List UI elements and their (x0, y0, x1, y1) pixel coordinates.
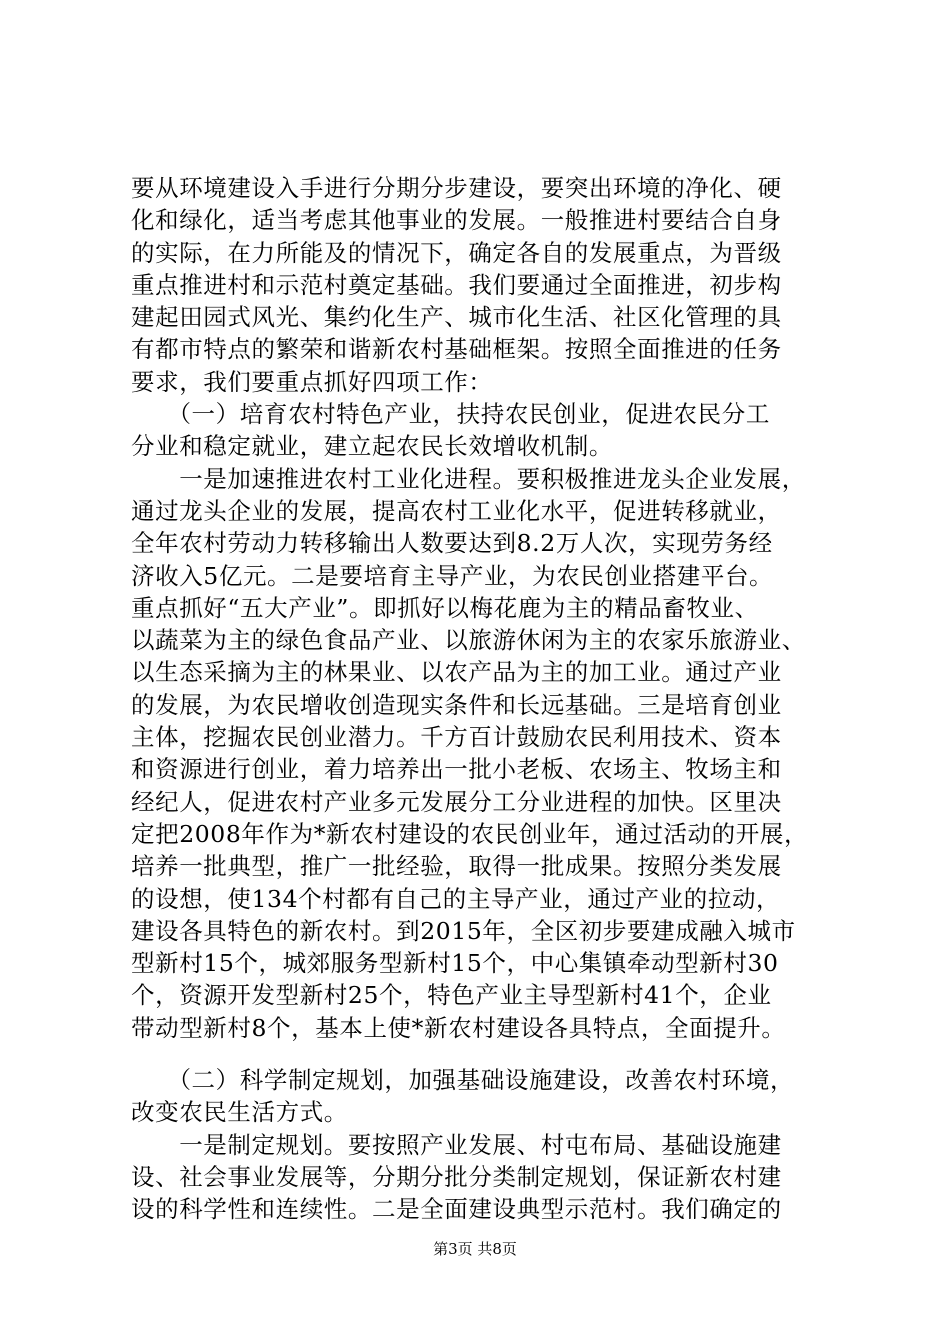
text-line: 化和绿化，适当考虑其他事业的发展。一般推进村要结合自身 (131, 206, 782, 235)
text-line: 型新村15个，城郊服务型新村15个，中心集镇牵动型新村30 (131, 949, 779, 978)
text-line: 通过龙头企业的发展，提高农村工业化水平，促进转移就业， (131, 496, 782, 525)
text-line: 经纪人，促进农村产业多元发展分工分业进程的加快。区里决 (131, 787, 782, 816)
text-line: 培养一批典型，推广一批经验，取得一批成果。按照分类发展 (131, 852, 782, 881)
text-line: 济收入5亿元。二是要培育主导产业，为农民创业搭建平台。 (131, 561, 774, 590)
text-line: 的实际，在力所能及的情况下，确定各自的发展重点，为晋级 (131, 238, 782, 267)
text-line: 重点抓好“五大产业”。即抓好以梅花鹿为主的精品畜牧业、 (131, 593, 759, 622)
text-line: 要从环境建设入手进行分期分步建设，要突出环境的净化、硬 (131, 174, 782, 202)
text-line: 设的科学性和连续性。二是全面建设典型示范村。我们确定的 (131, 1195, 782, 1224)
text-line: 重点推进村和示范村奠定基础。我们要通过全面推进，初步构 (131, 270, 782, 299)
text-line: 个，资源开发型新村25个，特色产业主导型新村41个，企业 (131, 981, 772, 1010)
text-line: 以蔬菜为主的绿色食品产业、以旅游休闲为主的农家乐旅游业、 (131, 626, 806, 655)
text-line: 带动型新村8个，基本上使*新农村建设各具特点，全面提升。 (131, 1013, 786, 1042)
text-line: 建设各具特色的新农村。到2015年，全区初步要建成融入城市 (131, 916, 796, 945)
text-line: 一是加速推进农村工业化进程。要积极推进龙头企业发展， (131, 464, 806, 493)
text-line: 以生态采摘为主的林果业、以农产品为主的加工业。通过产业 (131, 658, 782, 687)
text-line: 定把2008年作为*新农村建设的农民创业年，通过活动的开展， (131, 819, 809, 848)
section-heading-line: （一）培育农村特色产业，扶持农民创业，促进农民分工 (131, 400, 770, 429)
text-line: 主体，挖掘农民创业潜力。千方百计鼓励农民利用技术、资本 (131, 723, 782, 752)
text-line: 的设想，使134个村都有自己的主导产业，通过产业的拉动， (131, 884, 781, 913)
text-line: 的发展，为农民增收创造现实条件和长远基础。三是培育创业 (131, 690, 782, 719)
text-line: 和资源进行创业，着力培养出一批小老板、农场主、牧场主和 (131, 755, 782, 784)
section-heading-line: 改变农民生活方式。 (131, 1098, 348, 1127)
text-line: 全年农村劳动力转移输出人数要达到8.2万人次，实现劳务经 (131, 529, 773, 558)
body-text (131, 172, 821, 1226)
text-line: 一是制定规划。要按照产业发展、村屯布局、基础设施建 (131, 1130, 782, 1159)
section-heading-line: （二）科学制定规划，加强基础设施建设，改善农村环境， (131, 1066, 795, 1095)
text-line: 建起田园式风光、集约化生产、城市化生活、社区化管理的具 (131, 303, 782, 332)
text-line: 要求，我们要重点抓好四项工作： (131, 367, 493, 396)
text-line: 有都市特点的繁荣和谐新农村基础框架。按照全面推进的任务 (131, 335, 782, 364)
page-number-footer: 第3页 共8页 (433, 1240, 517, 1258)
section-heading-line: 分业和稳定就业，建立起农民长效增收机制。 (131, 432, 613, 461)
text-line: 设、社会事业发展等，分期分批分类制定规划，保证新农村建 (131, 1162, 782, 1191)
